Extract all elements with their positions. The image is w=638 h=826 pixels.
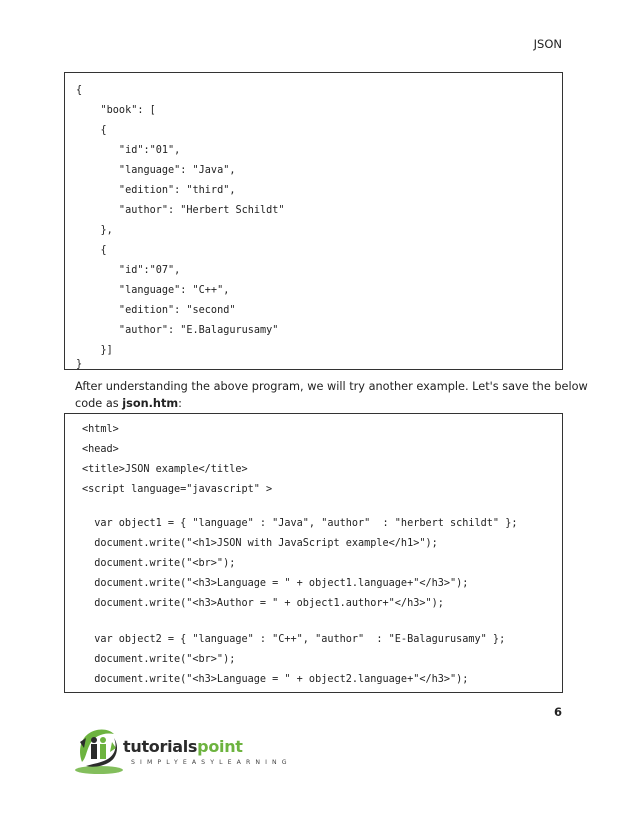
code-line: } — [76, 359, 83, 370]
code-line: "language": "C++", — [76, 285, 230, 296]
page-number: 6 — [553, 705, 562, 719]
logo-emblem-icon — [74, 722, 128, 778]
code-line: "edition": "second" — [76, 305, 236, 316]
code-line: "edition": "third", — [76, 185, 236, 196]
paragraph-line-2 — [75, 395, 564, 412]
code-line: document.write("<br>"); — [82, 558, 236, 569]
paragraph-line-1: After understanding the above program, we will try another example. Let's save the below — [75, 380, 588, 393]
logo-wordmark — [123, 737, 243, 756]
code-line: <html> — [82, 424, 119, 435]
code-line: { — [76, 245, 107, 256]
logo-text-accent: point — [197, 737, 243, 756]
code-line: document.write("<br>"); — [82, 654, 236, 665]
code-line: <title>JSON example</title> — [82, 464, 248, 475]
code-line: <head> — [82, 444, 119, 455]
code-line: "language": "Java", — [76, 165, 236, 176]
code-line: }] — [76, 345, 113, 356]
code-line: { — [76, 85, 83, 96]
paragraph-text: : — [178, 397, 182, 410]
code-line: "id":"07", — [76, 265, 181, 276]
code-line: var object2 = { "language" : "C++", "author" : "E-Balagurusamy" }; — [82, 634, 506, 645]
code-line: document.write("<h1>JSON with JavaScript example</h1>"); — [82, 538, 438, 549]
code-line: "author": "E.Balagurusamy" — [76, 325, 279, 336]
logo-text-main: tutorials — [123, 737, 198, 756]
code-line: var object1 = { "language" : "Java", "author" : "herbert schildt" }; — [82, 518, 518, 529]
code-line: "id":"01", — [76, 145, 181, 156]
code-block-json-htm — [64, 413, 563, 693]
code-line: }, — [76, 225, 113, 236]
code-line: "book": [ — [76, 105, 156, 116]
code-line: { — [76, 125, 107, 136]
code-line: "author": "Herbert Schildt" — [76, 205, 285, 216]
code-line: document.write("<h3>Language = " + object2.language+"</h3>"); — [82, 674, 469, 685]
code-line: document.write("<h3>Language = " + object1.language+"</h3>"); — [82, 578, 469, 589]
paragraph-text: code as — [75, 397, 123, 410]
code-line: <script language="javascript" > — [82, 484, 273, 495]
logo-tagline: SIMPLYEASYLEARNING — [131, 759, 292, 766]
tutorialspoint-logo — [74, 722, 292, 782]
code-block-json-books — [64, 72, 563, 370]
body-paragraph — [75, 378, 588, 412]
page-header-title: JSON — [533, 37, 562, 51]
filename-bold: json.htm — [122, 397, 179, 410]
code-line: document.write("<h3>Author = " + object1.author+"</h3>"); — [82, 598, 444, 609]
